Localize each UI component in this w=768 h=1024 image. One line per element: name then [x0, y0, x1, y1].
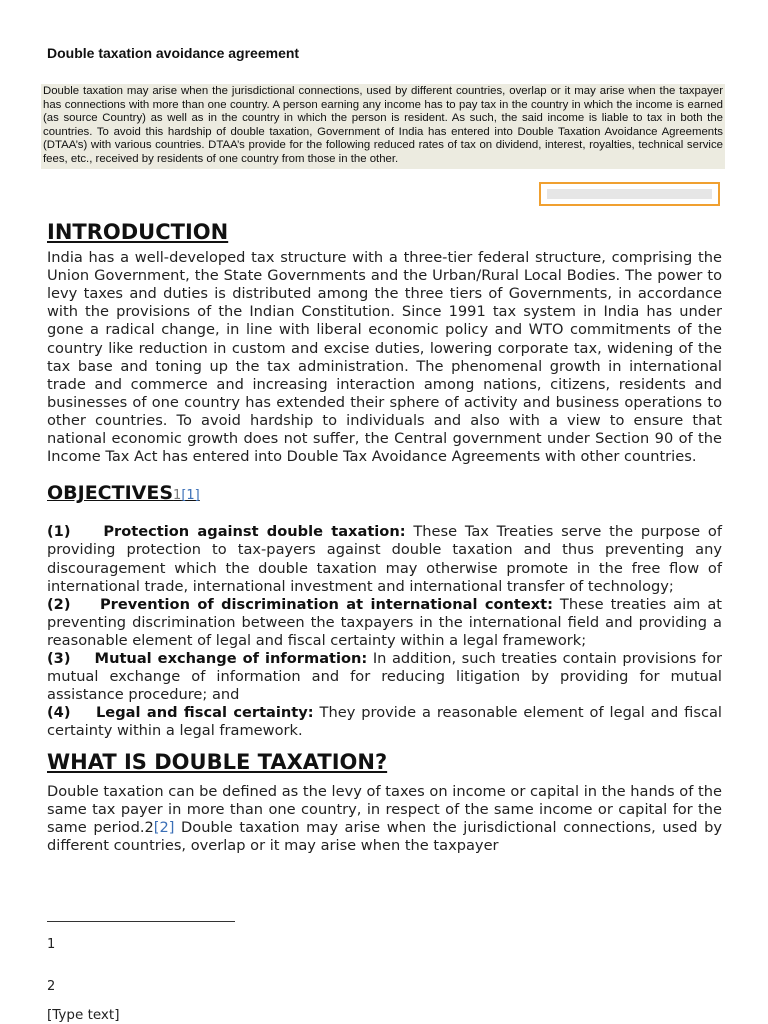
objective-label: (3) Mutual exchange of information: [47, 649, 368, 667]
footnote-separator [47, 921, 235, 922]
document-title: Double taxation avoidance agreement [47, 45, 300, 61]
introduction-heading: INTRODUCTION [47, 220, 229, 244]
objective-item [47, 704, 722, 740]
objective-text: These treaties aim at preventing discrimination between the taxpayers in the international field and providing a reasonable element of legal and fiscal certainty within a legal framework; [47, 595, 722, 649]
objectives-heading-text: OBJECTIVES [47, 482, 174, 505]
objective-item [47, 596, 722, 650]
objective-text: In addition, such treaties contain provisions for mutual exchange of information and for reducing litigation by providing for mutual assistance procedure; and [47, 649, 722, 704]
objectives-ref-link[interactable]: [1] [181, 488, 200, 504]
double-taxation-paragraph [47, 783, 722, 855]
footnote-2: 2 [47, 979, 56, 994]
objective-text: They provide a reasonable element of legal and fiscal certainty within a legal framework. [47, 704, 722, 740]
abstract-paragraph: Double taxation may arise when the jurisdictional connections, used by different countries, overlap or it may arise when the taxpayer has connections with more than one country. A person earning any income has to pay tax in the country in which the income is earned (as source Country) as well as in the country in which the person is resident. As such, the said income is liable to tax in both the countries. To avoid this hardship of double taxation, Government of India has entered into Double Taxation Avoidance Agreements (DTAA’s) with various countries. DTAA’s provide for the following reduced rates of tax on dividend, interest, royalties, technical service fees, etc., received by residents of one country from those in the other. [41, 84, 725, 169]
objective-label: (1) Protection against double taxation: [47, 523, 406, 541]
text-box[interactable] [539, 182, 720, 206]
objectives-ref-number: 1 [173, 488, 182, 504]
double-taxation-heading: WHAT IS DOUBLE TAXATION? [47, 750, 388, 775]
objective-label: (4) Legal and fiscal certainty: [47, 704, 314, 722]
objective-label: (2) Prevention of discrimination at international context: [47, 595, 553, 613]
double-taxation-ref-link[interactable]: [2] [153, 818, 175, 836]
main-content [47, 220, 722, 855]
double-taxation-text: Double taxation can be defined as the levy of taxes on income or capital in the hands of the same tax payer in more than one country, in respect of the same income or capital for the same period.2 [47, 782, 722, 836]
double-taxation-text-cont: Double taxation may arise when the jurisdictional connections, used by different countries, overlap or it may arise when the taxpayer [47, 818, 722, 854]
footnote-1: 1 [47, 937, 56, 952]
objectives-heading [47, 484, 722, 505]
objective-item [47, 523, 722, 595]
footer-placeholder[interactable]: [Type text] [47, 1007, 120, 1023]
objective-item [47, 650, 722, 704]
objective-text: These Tax Treaties serve the purpose of providing protection to tax-payers against double taxation and thus preventing any discouragement which the double taxation may otherwise promote in the free flow of international trade, international investment and international transfer of technology; [47, 523, 722, 595]
objectives-list [47, 523, 722, 740]
text-box-fill [547, 189, 712, 199]
introduction-paragraph: India has a well-developed tax structure with a three-tier federal structure, comprising the Union Government, the State Governments and the Urban/Rural Local Bodies. The power to levy taxes and duties is distributed among the three tiers of Governments, in accordance with the provisions of the Indian Constitution. Since 1991 tax system in India has under gone a radical change, in line with liberal economic policy and WTO commitments of the country like reduction in custom and excise duties, lowering corporate tax, widening of the tax base and toning up the tax administration. The phenomenal growth in international trade and commerce and increasing interaction among nations, citizens, residents and businesses of one country has extended their sphere of activity and business operations to other countries. To avoid hardship to individuals and also with a view to ensure that national economic growth does not suffer, the Central government under Section 90 of the Income Tax Act has entered into Double Tax Avoidance Agreements with other countries. [47, 249, 722, 466]
